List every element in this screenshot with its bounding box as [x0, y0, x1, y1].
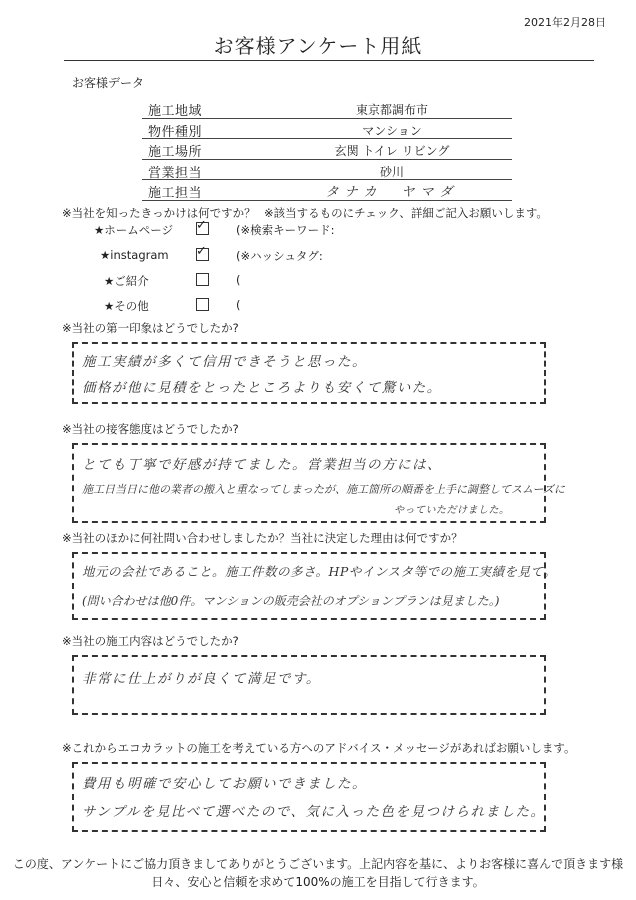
customer-info-table — [142, 98, 512, 201]
checkbox-homepage[interactable] — [196, 222, 209, 235]
info-row-property-type — [142, 119, 512, 140]
checkbox-instagram[interactable] — [196, 248, 209, 261]
handwritten-answer-line: 施工日当日に他の業者の搬入と重なってしまったが、施工箇所の順番を上手に調整してスムーズに — [82, 483, 565, 496]
option-label-referral: ★ご紹介 — [104, 274, 149, 288]
q4-question: ※当社のほかに何社問い合わせしましたか？当社に決定した理由は何ですか？ — [62, 531, 463, 545]
handwritten-answer-line: やっていただけました。 — [394, 505, 510, 516]
info-row-area — [142, 98, 512, 119]
info-value-handwritten: タナカ ヤマダ — [325, 185, 459, 200]
checkbox-referral[interactable] — [196, 273, 209, 286]
q6-question: ※これからエコカラットの施工を考えている方へのアドバイス・メッセージがあればお願いします。 — [62, 741, 576, 755]
q2-question: ※当社の第一印象はどうでしたか? — [62, 321, 239, 335]
customer-section-label: お客様データ — [72, 76, 145, 90]
option-label-instagram: ★instagram — [100, 248, 169, 262]
info-row-installer — [142, 180, 512, 201]
option-detail-other: ( — [236, 298, 241, 312]
q1-question: ※当社を知ったきっかけは何ですか？ — [62, 206, 256, 220]
option-detail-referral: ( — [236, 273, 241, 287]
info-value: マンション — [362, 123, 422, 138]
title-underline — [64, 60, 594, 61]
handwritten-answer-line: 施工実績が多くて信用できそうと思った。 — [82, 354, 367, 370]
info-label: 施工場所 — [148, 145, 203, 160]
handwritten-answer-line: (問い合わせは他0件。マンションの販売会社のオプションプランは見ました。) — [82, 594, 500, 608]
page-title: お客様アンケート用紙 — [213, 34, 423, 58]
info-label: 物件種別 — [148, 124, 203, 140]
handwritten-answer-line: 地元の会社であること。施工件数の多さ。HPやインスタ等での施工実績を見て。 — [82, 564, 557, 579]
q6-answer-box — [72, 762, 546, 832]
info-row-location — [142, 139, 512, 160]
survey-date: 2021年2月28日 — [524, 16, 606, 29]
info-row-sales-rep — [142, 160, 512, 181]
q5-question: ※当社の施工内容はどうでしたか? — [62, 634, 239, 648]
q2-answer-box — [72, 342, 546, 404]
handwritten-answer-line: 価格が他に見積をとったところよりも安くて驚いた。 — [82, 380, 442, 396]
info-value: 東京都調布市 — [355, 103, 428, 117]
footer-message-line-2: 日々、安心と信頼を求めて100%の施工を目指して行きます。 — [151, 875, 485, 889]
checkbox-other[interactable] — [196, 298, 209, 311]
handwritten-answer-line: サンプルを見比べて選べたので、気に入った色を見つけられました。 — [82, 804, 546, 820]
q5-answer-box — [72, 655, 546, 715]
handwritten-answer-line: とても丁寧で好感が持てました。営業担当の方には、 — [82, 457, 442, 473]
q3-question: ※当社の接客態度はどうでしたか? — [62, 422, 239, 436]
info-value: 砂川 — [379, 164, 404, 179]
q3-answer-box — [72, 443, 565, 523]
option-detail-homepage: (※検索キーワード: — [236, 223, 335, 237]
option-label-other: ★その他 — [104, 299, 149, 313]
info-label: 施工担当 — [148, 186, 203, 201]
q4-answer-box — [72, 552, 557, 620]
option-label-homepage: ★ホームページ — [94, 223, 174, 237]
option-detail-instagram: (※ハッシュタグ: — [236, 249, 323, 263]
handwritten-answer-line: 非常に仕上がりが良くて満足です。 — [82, 671, 321, 687]
handwritten-answer-line: 費用も明確で安心してお願いできました。 — [82, 776, 367, 792]
info-label: 施工地域 — [148, 104, 203, 119]
q1-note: ※該当するものにチェック、詳細ご記入お願いします。 — [264, 206, 548, 220]
footer-message-line-1: この度、アンケートにご協力頂きましてありがとうございます。上記内容を基に、よりお客様に喜んで頂きます様 — [12, 857, 624, 871]
info-value: 玄関 トイレ リビング — [334, 144, 450, 158]
info-label: 営業担当 — [148, 165, 203, 181]
